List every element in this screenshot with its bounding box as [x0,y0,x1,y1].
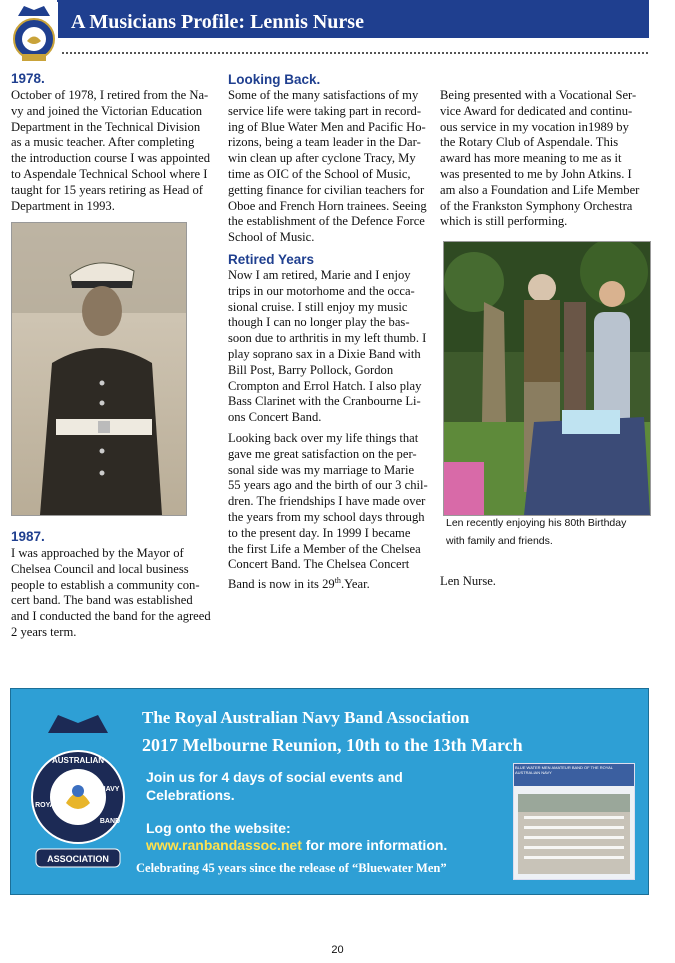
text-line: as a music teacher. After completing [11,135,195,150]
banner-title-2: 2017 Melbourne Reunion, 10th to the 13th March [142,735,523,755]
paragraph-looking-back [228,88,427,246]
text-line: Department in 1993. [11,198,115,213]
text-line: was presented to me by John Atkins. I [440,166,632,181]
album-cover-caption: BLUE WATER MEN AMATEUR BAND OF THE ROYAL AUSTRALIAN NAVY [515,765,613,775]
paragraph-1978 [11,88,210,214]
text-line: trips in our motorhome and the occa- [228,283,415,298]
text-line: of the Frankston Symphony Orchestra [440,198,633,213]
caption-line: with family and friends. [446,535,553,547]
signature: Len Nurse. [440,574,496,588]
text-line: ing of Blue Water Men and Pacific Ho- [228,119,426,134]
text-line: play soprano sax in a Dixie Band with [228,346,421,361]
heading-retired-years: Retired Years [228,252,315,267]
text-line: Bill Post, Barry Pollock, Gordon [228,362,394,377]
text-line: am also a Foundation and Life Member [440,182,640,197]
text-line: dren. The friendships I have made over [228,494,426,509]
text-line: 2 years term. [11,624,77,639]
text-line: sonal side was my marriage to Marie [228,462,415,477]
text-line: to the present day. In 1999 I became [228,525,411,540]
text-line: and I conducted the band for the agreed [11,609,211,624]
logo-text-band: BAND [99,818,121,825]
text-line: service life were taking part in record- [228,103,422,118]
association-crest-logo [10,2,58,66]
text-line: 55 years ago and the birth of our 3 chil- [228,478,428,493]
banner-join-1: Join us for 4 days of social events and [146,769,403,785]
page-number: 20 [331,944,344,956]
text-line: ous service in my vocation in1989 by [440,119,629,134]
text-line: time as OIC of the School of Music, [228,166,411,181]
logo-text-navy: NAVY [100,786,120,793]
text-line: I was approached by the Mayor of [11,546,184,560]
banner-title-1: The Royal Australian Navy Band Association [142,708,470,727]
page-title: A Musicians Profile: Lennis Nurse [71,11,364,33]
banner-website-line [146,837,447,853]
text-line: award has more meaning to me as it [440,151,622,166]
heading-looking-back: Looking Back. [228,72,321,87]
text-line: Crompton and Errol Hatch. I also play [228,378,422,393]
logo-text-association: ASSOCIATION [47,854,109,864]
album-cover-inset [513,763,635,880]
caption-line: Len recently enjoying his 80th Birthday [446,517,627,529]
paragraph-1987 [11,546,211,641]
text-line: rizons, being a team leader in the Dar- [228,135,421,150]
text-line: which is still performing. [440,214,568,229]
superscript: th [334,576,341,586]
text-line: getting finance for civilian teachers for [228,182,425,197]
text-line: Oboe and French Horn trainees. Seeing [228,198,427,213]
text-line: Department in the Technical Division [11,119,201,134]
header-dotted-rule [62,52,648,54]
birthday-party-photo [443,241,651,516]
text-line: the first Life a Member of the Chelsea [228,541,421,556]
text-line: Looking back over my life things that [228,431,419,445]
paragraph-reflection [228,431,428,593]
text-line: the years from my school days through [228,509,425,524]
text-line: people to establish a community con- [11,577,200,592]
banner-more-info: for more information. [301,837,448,853]
heading-1987: 1987. [11,529,45,544]
banner-celebrating: Celebrating 45 years since the release of “Bluewater Men” [136,861,447,875]
text-line: though I can no longer play the bas- [228,315,410,330]
text-line: Chelsea Council and local business [11,561,189,576]
text-line: the introduction course I was appointed [11,151,210,166]
logo-text-australian: AUSTRALIAN [52,756,104,765]
website-link[interactable]: www.ranbandassoc.net [146,837,302,853]
text-fragment: Band is now in its 29 [228,577,335,592]
photo-caption [446,514,626,550]
text-fragment: .Year. [340,577,370,592]
heading-1978: 1978. [11,71,45,86]
text-line: Being presented with a Vocational Ser- [440,88,637,102]
text-line: Some of the many satisfactions of my [228,88,419,102]
banner-join-2: Celebrations. [146,787,235,803]
text-line: the Rotary Club of Aspendale. This [440,135,619,150]
ranba-logo [30,711,126,876]
text-line: ons Concert Band. [228,410,322,425]
text-line: sional cruise. I still enjoy my music [228,299,408,314]
text-line: Bass Clarinet with the Cranbourne Li- [228,394,421,409]
text-line: to Aspendale Technical School where I [11,166,208,181]
text-line: School of Music. [228,230,315,245]
text-line: the establishment of the Defence Force [228,214,425,229]
text-line: vice Award for dedicated and continu- [440,103,633,118]
text-line: October of 1978, I retired from the Na- [11,88,209,102]
text-line: win clean up after cyclone Tracy, My [228,151,416,166]
text-line-last [228,573,428,593]
text-line: soon due to arthritis in my left thumb. I [228,331,427,346]
text-line: Concert Band. The Chelsea Concert [228,557,410,572]
paragraph-retired-years [228,268,426,426]
text-line: taught for 15 years retiring as Head of [11,182,203,197]
paragraph-award [440,88,639,230]
text-line: gave me great satisfaction on the per- [228,446,417,461]
uniform-portrait-photo [11,222,187,516]
banner-logon: Log onto the website: [146,820,291,836]
logo-text-royal: ROYAL [35,802,59,809]
text-line: Now I am retired, Marie and I enjoy [228,268,411,282]
text-line: vy and joined the Victorian Education [11,103,203,118]
text-line: cert band. The band was established [11,593,193,608]
